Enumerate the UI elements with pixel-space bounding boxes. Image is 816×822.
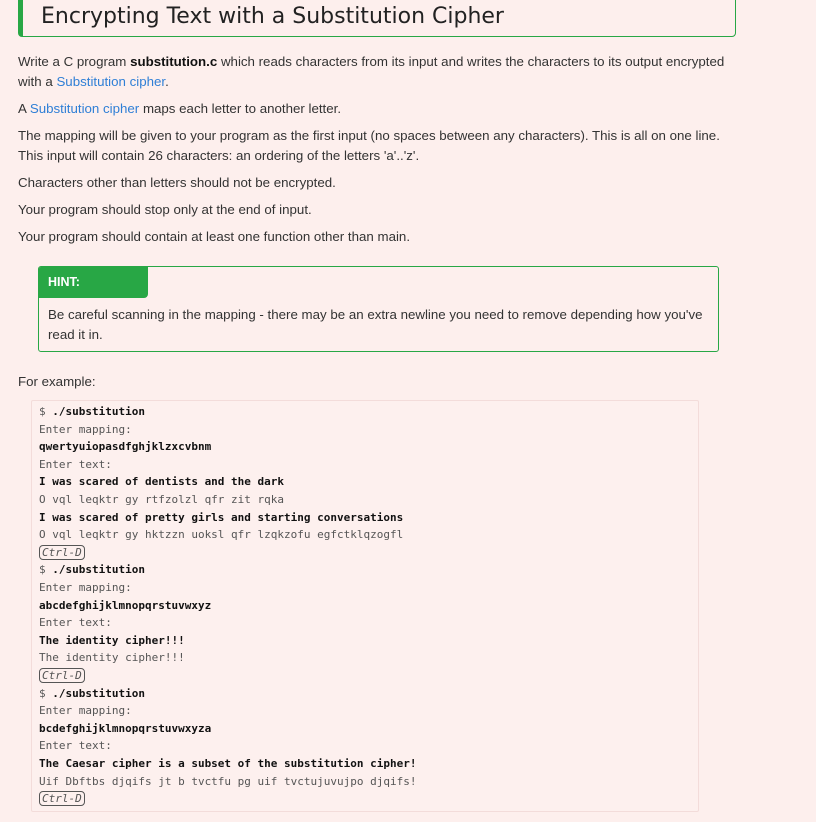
code-line-input: I was scared of pretty girls and starting conversations — [39, 510, 404, 524]
code-line-input: qwertyuiopasdfghjklzxcvbnm — [39, 440, 212, 454]
page-title: Encrypting Text with a Substitution Cipher — [41, 4, 504, 29]
code-line-output: Enter text: — [39, 739, 112, 753]
code-line-kbd — [39, 791, 85, 807]
code-line-output: Enter mapping: — [39, 704, 132, 718]
shell-prompt: $ — [39, 563, 53, 577]
intro-text: which reads characters from its input and writes the characters to its output encrypted with a — [18, 54, 725, 89]
ctrl-d-key: Ctrl-D — [39, 791, 85, 806]
shell-prompt: $ — [39, 686, 53, 700]
code-line-kbd — [39, 668, 85, 684]
code-line-command — [39, 562, 145, 578]
substitution-cipher-link[interactable]: Substitution cipher — [56, 74, 166, 89]
code-line-input: abcdefghijklmnopqrstuvwxyz — [39, 598, 212, 612]
program-filename: substitution.c — [130, 54, 218, 69]
intro-text: maps each letter to another letter. — [139, 101, 342, 116]
ctrl-d-key: Ctrl-D — [39, 668, 85, 683]
hint-text: Be careful scanning in the mapping - there may be an extra newline you need to remove depending how you've read it in. — [48, 307, 703, 342]
code-example — [31, 400, 699, 812]
shell-command: ./substitution — [52, 686, 145, 700]
code-line-output: Enter text: — [39, 616, 112, 630]
shell-command: ./substitution — [52, 405, 145, 418]
hint-label: HINT: — [39, 267, 148, 298]
intro-paragraph-3: The mapping will be given to your program as the first input (no spaces between any characters). This is all on one line. This input will contain 26 characters: an ordering of the letters 'a'..'z'. — [18, 128, 720, 163]
code-line-output: Enter text: — [39, 457, 112, 471]
ctrl-d-key: Ctrl-D — [39, 545, 85, 560]
intro-paragraph-1 — [18, 52, 733, 92]
shell-prompt: $ — [39, 405, 53, 418]
intro-text: A — [18, 101, 30, 116]
code-line-output: The identity cipher!!! — [39, 651, 185, 665]
title-box — [18, 0, 736, 37]
intro-text: Write a C program — [18, 54, 131, 69]
code-line-input: The Caesar cipher is a subset of the substitution cipher! — [39, 757, 417, 770]
code-line-input: I was scared of dentists and the dark — [39, 475, 285, 489]
code-line-output: Enter mapping: — [39, 422, 132, 436]
intro-paragraph-4: Characters other than letters should not be encrypted. — [18, 175, 336, 190]
code-line-output: Uif Dbftbs djqifs jt b tvctfu pg uif tvctujuvujpo djqifs! — [39, 774, 417, 788]
intro-paragraph-6: Your program should contain at least one function other than main. — [18, 229, 411, 244]
code-line-command — [39, 404, 145, 420]
example-label: For example: — [18, 374, 96, 389]
intro-paragraph-2 — [18, 99, 733, 119]
shell-command: ./substitution — [52, 563, 145, 577]
code-line-input: bcdefghijklmnopqrstuvwxyza — [39, 721, 212, 735]
code-line-output: O vql leqktr gy rtfzolzl qfr zit rqka — [39, 493, 285, 506]
code-line-output: O vql leqktr gy hktzzn uoksl qfr lzqkzofu egfctklqzogfl — [39, 528, 404, 542]
code-line-command — [39, 686, 145, 702]
code-line-output: Enter mapping: — [39, 581, 132, 594]
intro-text: . — [165, 74, 169, 89]
code-line-input: The identity cipher!!! — [39, 633, 185, 647]
hint-box — [38, 266, 719, 352]
cut-off-text — [18, 816, 718, 822]
code-line-kbd — [39, 545, 85, 561]
substitution-cipher-link[interactable]: Substitution cipher — [29, 101, 140, 116]
intro-paragraph-5: Your program should stop only at the end of input. — [18, 202, 312, 217]
